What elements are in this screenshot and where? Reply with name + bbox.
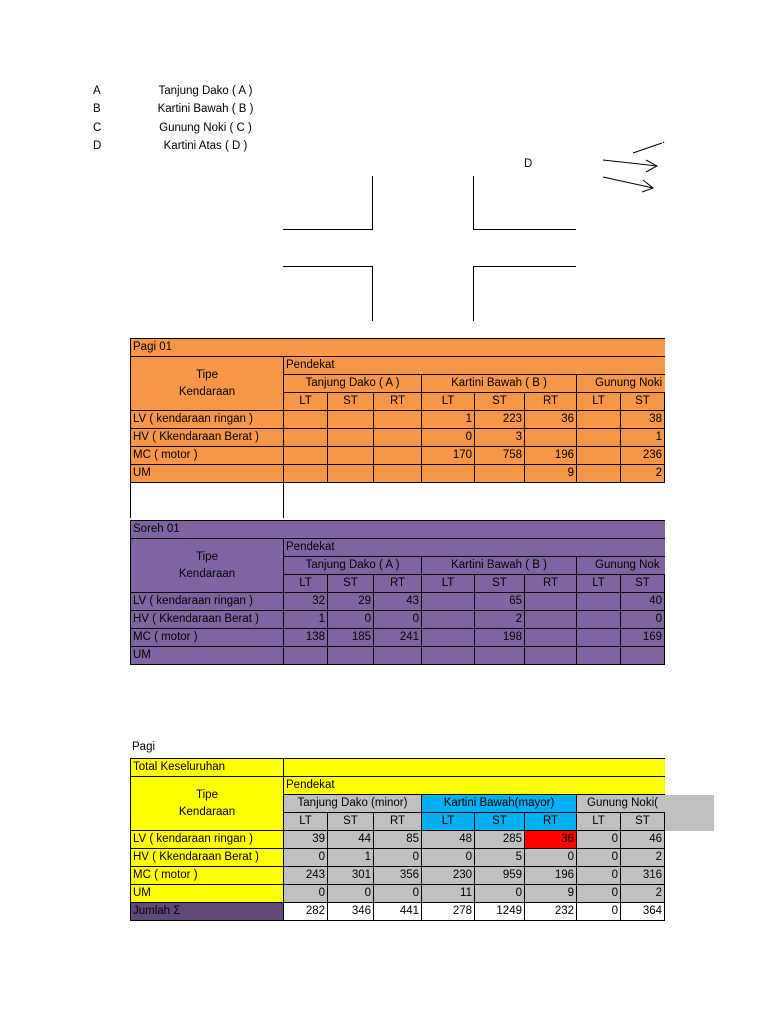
cell: 46	[621, 831, 665, 849]
sum-cell: 364	[621, 903, 665, 921]
table-row	[131, 465, 666, 483]
pagi01-table-wrap	[130, 338, 665, 518]
sum-cell: 278	[422, 903, 475, 921]
cell: 196	[525, 447, 577, 465]
legend-name: Gunung Noki ( C )	[159, 122, 252, 134]
road-line	[473, 176, 474, 230]
pagi01-title: Pagi 01	[131, 339, 666, 357]
cell: 316	[621, 867, 665, 885]
pendekat-header: Pendekat	[284, 539, 666, 557]
cell: 0	[374, 611, 422, 629]
col-header: LT	[284, 813, 328, 831]
cell: 11	[422, 885, 475, 903]
road-line	[473, 266, 576, 267]
cell: 0	[422, 849, 475, 867]
cell: 0	[328, 611, 374, 629]
cell	[328, 411, 374, 429]
cell: 959	[475, 867, 525, 885]
legend-name: Tanjung Dako ( A )	[158, 85, 253, 97]
row-label: UM	[131, 885, 284, 903]
cell	[525, 429, 577, 447]
cell	[328, 647, 374, 665]
group-header: Gunung Noki	[577, 375, 666, 393]
sum-label: Jumlah Σ	[131, 903, 284, 921]
col-header: ST	[328, 393, 374, 411]
cell	[284, 411, 328, 429]
cell: 0	[374, 885, 422, 903]
cell: 48	[422, 831, 475, 849]
row-label: HV ( Kkendaraan Berat )	[131, 429, 284, 447]
kendaraan-label: Kendaraan	[178, 385, 236, 398]
cell	[422, 593, 475, 611]
cell	[284, 465, 328, 483]
cell	[374, 429, 422, 447]
cell	[665, 611, 666, 629]
col-header: ST	[475, 813, 525, 831]
cell	[665, 593, 666, 611]
dot-mark: .	[662, 134, 666, 146]
road-line	[283, 266, 373, 267]
table-row	[131, 411, 666, 429]
col-header	[665, 575, 666, 593]
group-header: Gunung Nok	[577, 557, 666, 575]
cell	[577, 465, 621, 483]
cell	[577, 629, 621, 647]
cell: 2	[621, 465, 665, 483]
cell	[475, 647, 525, 665]
table-row	[131, 629, 666, 647]
cell	[525, 647, 577, 665]
row-label: LV ( kendaraan ringan )	[131, 593, 284, 611]
cell	[422, 465, 475, 483]
sum-cell: 1249	[475, 903, 525, 921]
table-row	[131, 647, 666, 665]
soreh01-table	[130, 520, 665, 665]
cell	[665, 885, 666, 903]
kendaraan-label: Kendaraan	[178, 805, 236, 818]
cell: 3	[475, 429, 525, 447]
row-label: HV ( Kkendaraan Berat )	[131, 849, 284, 867]
pendekat-header: Pendekat	[284, 777, 666, 795]
table-row	[131, 885, 666, 903]
cell	[374, 447, 422, 465]
col-header: ST	[475, 393, 525, 411]
cell: 36	[525, 411, 577, 429]
group-header: Kartini Bawah ( B )	[422, 557, 577, 575]
cell: 138	[284, 629, 328, 647]
col-header: LT	[422, 393, 475, 411]
legend-name: Kartini Bawah ( B )	[157, 103, 254, 115]
cell: 241	[374, 629, 422, 647]
col-header: RT	[374, 393, 422, 411]
cell: 285	[475, 831, 525, 849]
cell: 9	[525, 465, 577, 483]
row-label: MC ( motor )	[131, 629, 284, 647]
tipe-label: Tipe	[196, 550, 218, 563]
cell	[577, 429, 621, 447]
sum-cell: 0	[577, 903, 621, 921]
cell	[422, 611, 475, 629]
kendaraan-label: Kendaraan	[178, 567, 236, 580]
row-label: UM	[131, 465, 284, 483]
row-label: UM	[131, 647, 284, 665]
cell	[577, 411, 621, 429]
tipe-kendaraan-header	[131, 539, 284, 593]
group-header: Gunung Noki(	[577, 795, 666, 813]
tipe-kendaraan-header	[131, 357, 284, 411]
col-header: ST	[328, 575, 374, 593]
cell: 0	[284, 849, 328, 867]
road-line	[372, 176, 373, 230]
cell: 0	[475, 885, 525, 903]
cell	[284, 429, 328, 447]
cell	[665, 647, 666, 665]
cell: 65	[475, 593, 525, 611]
cell: 0	[374, 849, 422, 867]
table-row	[131, 849, 666, 867]
cell	[374, 465, 422, 483]
cell	[665, 867, 666, 885]
cell	[577, 647, 621, 665]
cell	[328, 465, 374, 483]
cell	[577, 447, 621, 465]
pagi01-table	[130, 338, 665, 518]
cell: 38	[621, 411, 665, 429]
cell: 196	[525, 867, 577, 885]
row-label: MC ( motor )	[131, 447, 284, 465]
group-header: Kartini Bawah(mayor)	[422, 795, 577, 813]
pagi-total-table	[130, 758, 665, 921]
cell: 0	[577, 831, 621, 849]
cell: 198	[475, 629, 525, 647]
sum-cell: 441	[374, 903, 422, 921]
table-row	[131, 429, 666, 447]
cell: 0	[577, 849, 621, 867]
tipe-kendaraan-header	[131, 777, 284, 831]
cell	[422, 647, 475, 665]
col-header: ST	[621, 393, 665, 411]
col-header: RT	[525, 575, 577, 593]
legend-row-a	[93, 82, 293, 100]
col-header: LT	[284, 393, 328, 411]
cell	[422, 629, 475, 647]
sum-cell: 282	[284, 903, 328, 921]
cell	[665, 429, 666, 447]
cell: 44	[328, 831, 374, 849]
cell	[665, 849, 666, 867]
cell	[374, 647, 422, 665]
col-header	[665, 813, 666, 831]
col-header: LT	[577, 575, 621, 593]
group-header: Tanjung Dako ( A )	[284, 375, 422, 393]
total-title-fill	[284, 759, 666, 777]
cell: 0	[422, 429, 475, 447]
table-row	[131, 831, 666, 849]
cell: 5	[475, 849, 525, 867]
legend-code: B	[93, 103, 101, 115]
blank-cell	[131, 483, 284, 519]
cell: 1	[284, 611, 328, 629]
sum-cell	[665, 903, 666, 921]
cell-highlight: 36	[525, 831, 577, 849]
cell: 85	[374, 831, 422, 849]
col-header: ST	[621, 813, 665, 831]
cell: 170	[422, 447, 475, 465]
group-header: Tanjung Dako (minor)	[284, 795, 422, 813]
row-label: LV ( kendaraan ringan )	[131, 831, 284, 849]
cell: 0	[577, 867, 621, 885]
cell: 1	[621, 429, 665, 447]
cell	[328, 447, 374, 465]
tipe-label: Tipe	[196, 368, 218, 381]
cell	[621, 647, 665, 665]
cell	[577, 593, 621, 611]
col-header: RT	[374, 575, 422, 593]
row-label: MC ( motor )	[131, 867, 284, 885]
soreh01-table-wrap	[130, 520, 665, 668]
legend-row-c	[93, 119, 293, 137]
cell: 0	[284, 885, 328, 903]
cell: 43	[374, 593, 422, 611]
cell	[284, 447, 328, 465]
cell: 236	[621, 447, 665, 465]
legend-row-b	[93, 100, 293, 118]
road-line	[372, 266, 373, 321]
pagi-total-table-wrap	[130, 758, 665, 924]
pendekat-header: Pendekat	[284, 357, 666, 375]
cell	[665, 411, 666, 429]
cell	[284, 647, 328, 665]
cell: 2	[475, 611, 525, 629]
blank-cell	[284, 483, 666, 519]
cell: 29	[328, 593, 374, 611]
table-row	[131, 447, 666, 465]
cell	[525, 611, 577, 629]
legend-code: A	[93, 85, 101, 97]
legend-name: Kartini Atas ( D )	[163, 140, 248, 152]
cell: 39	[284, 831, 328, 849]
col-header: ST	[475, 575, 525, 593]
table-row	[131, 867, 666, 885]
legend-code: C	[93, 122, 102, 134]
cell: 40	[621, 593, 665, 611]
sum-cell: 232	[525, 903, 577, 921]
cell	[525, 629, 577, 647]
row-label: HV ( Kkendaraan Berat )	[131, 611, 284, 629]
col-header: RT	[374, 813, 422, 831]
cell: 169	[621, 629, 665, 647]
arrows-icon	[595, 135, 670, 197]
col-header: RT	[525, 393, 577, 411]
cell: 0	[525, 849, 577, 867]
cell: 9	[525, 885, 577, 903]
cell: 223	[475, 411, 525, 429]
cell	[525, 593, 577, 611]
col-header: ST	[621, 575, 665, 593]
cell	[665, 447, 666, 465]
col-header: LT	[422, 575, 475, 593]
group-header: Tanjung Dako ( A )	[284, 557, 422, 575]
tipe-label: Tipe	[196, 788, 218, 801]
grey-block	[665, 795, 714, 831]
direction-label-d: D	[524, 158, 533, 170]
cell	[328, 429, 374, 447]
cell: 32	[284, 593, 328, 611]
legend-row-d	[93, 137, 293, 155]
row-label: LV ( kendaraan ringan )	[131, 411, 284, 429]
cell: 243	[284, 867, 328, 885]
sum-cell: 346	[328, 903, 374, 921]
cell: 0	[328, 885, 374, 903]
cell	[665, 831, 666, 849]
col-header: ST	[328, 813, 374, 831]
legend-code: D	[93, 140, 102, 152]
col-header	[665, 393, 666, 411]
cell: 2	[621, 885, 665, 903]
cell: 230	[422, 867, 475, 885]
col-header: LT	[422, 813, 475, 831]
pagi-caption: Pagi	[132, 741, 156, 753]
cell	[665, 629, 666, 647]
sum-row	[131, 903, 666, 921]
cell	[665, 465, 666, 483]
road-line	[473, 229, 576, 230]
road-line	[473, 266, 474, 321]
cell: 1	[328, 849, 374, 867]
cell: 185	[328, 629, 374, 647]
road-line	[283, 229, 373, 230]
group-header: Kartini Bawah ( B )	[422, 375, 577, 393]
cell	[577, 611, 621, 629]
table-row	[131, 611, 666, 629]
col-header: LT	[577, 393, 621, 411]
cell	[374, 411, 422, 429]
cell: 356	[374, 867, 422, 885]
col-header: LT	[577, 813, 621, 831]
cell: 301	[328, 867, 374, 885]
col-header: LT	[284, 575, 328, 593]
total-title: Total Keseluruhan	[131, 759, 284, 777]
table-row	[131, 593, 666, 611]
cell: 1	[422, 411, 475, 429]
col-header: RT	[525, 813, 577, 831]
soreh01-title: Soreh 01	[131, 521, 666, 539]
cell: 0	[577, 885, 621, 903]
cell	[475, 465, 525, 483]
cell: 0	[621, 611, 665, 629]
cell: 758	[475, 447, 525, 465]
cell: 2	[621, 849, 665, 867]
